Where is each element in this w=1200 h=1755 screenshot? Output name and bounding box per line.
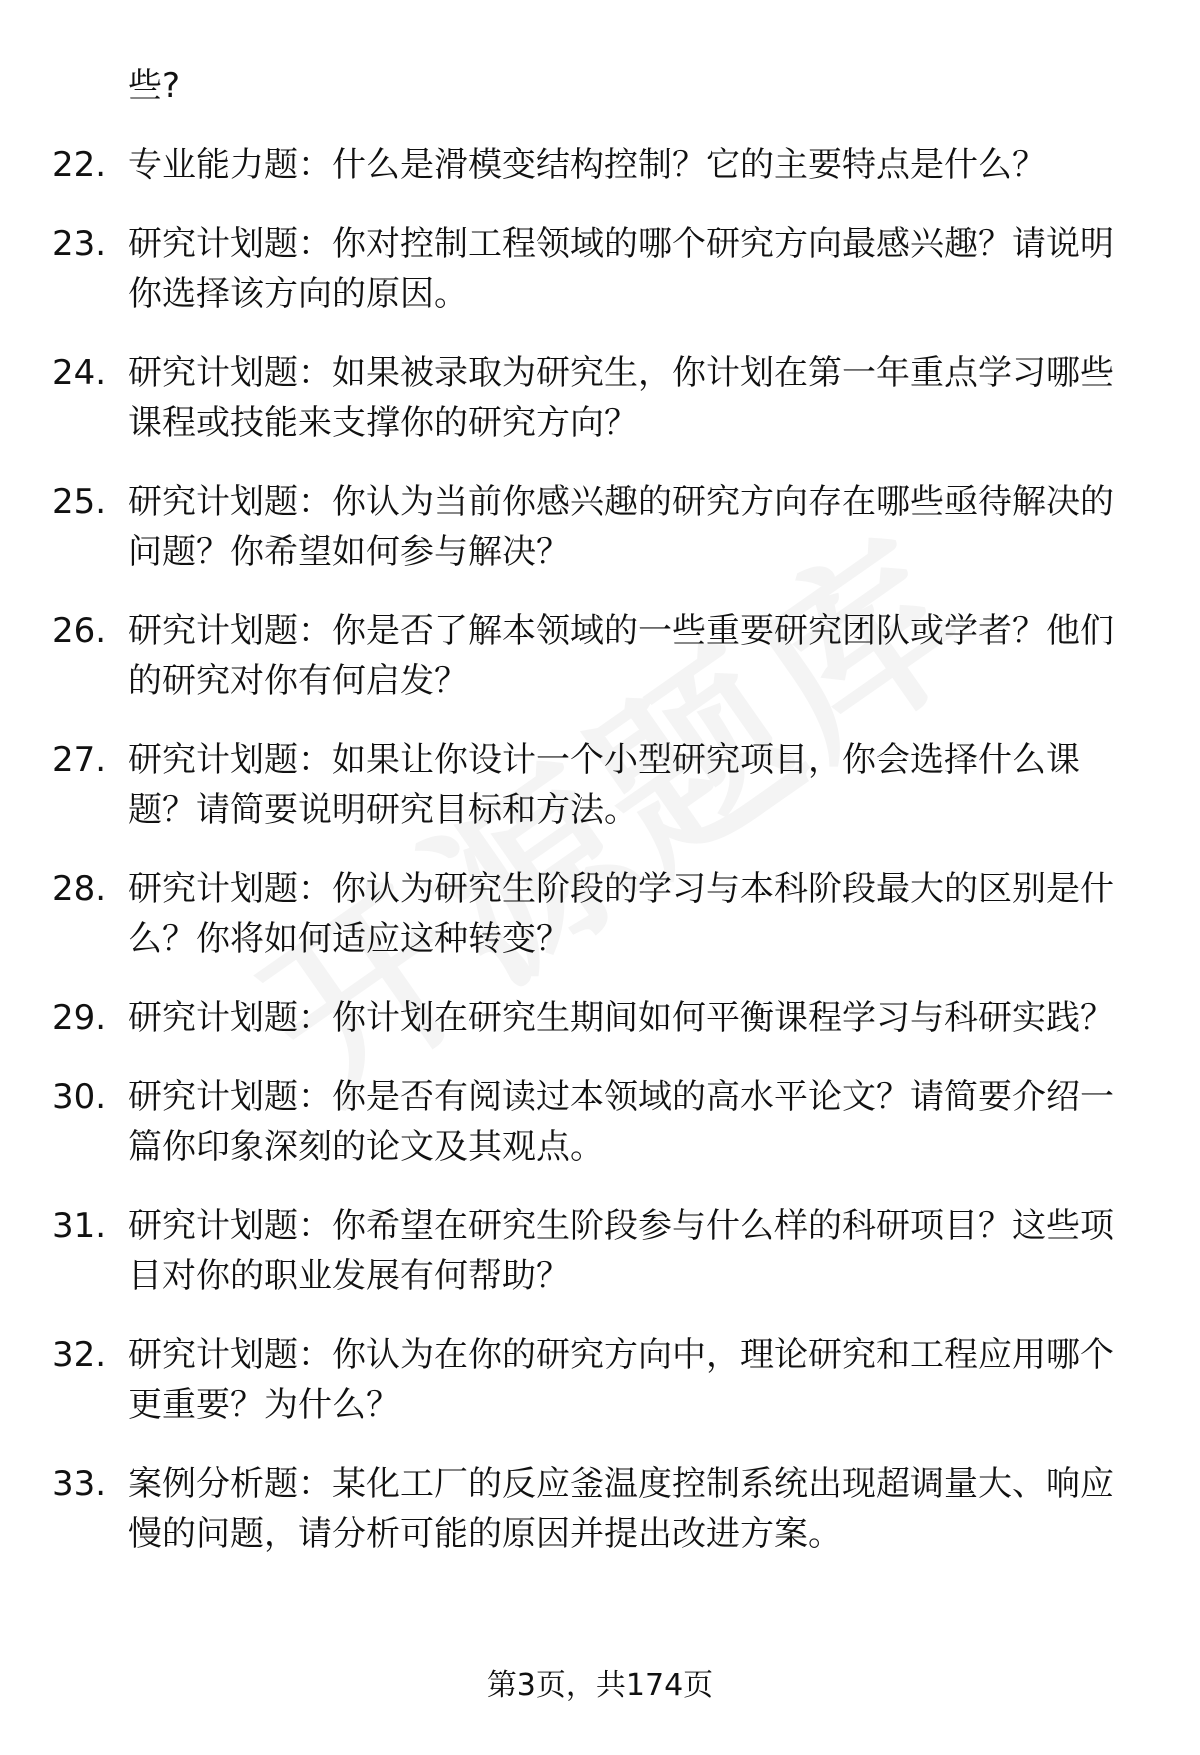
question-text: 研究计划题：你认为在你的研究方向中，理论研究和工程应用哪个更重要？为什么？ (128, 1335, 1114, 1425)
list-item (0, 993, 1200, 1043)
page-footer: 第3页，共174页 (486, 1668, 714, 1703)
list-item (0, 140, 1200, 190)
list-item (0, 735, 1200, 835)
question-text: 研究计划题：你认为研究生阶段的学习与本科阶段最大的区别是什么？你将如何适应这种转变？ (128, 869, 1114, 959)
question-number: 30. (52, 1077, 107, 1117)
question-number: 31. (52, 1206, 107, 1246)
question-text: 研究计划题：你是否了解本领域的一些重要研究团队或学者？他们的研究对你有何启发？ (128, 611, 1114, 701)
question-list (0, 140, 1200, 1588)
question-number: 27. (52, 740, 107, 780)
question-number: 24. (52, 353, 107, 393)
question-number: 29. (52, 998, 107, 1038)
question-text: 专业能力题：什么是滑模变结构控制？它的主要特点是什么？ (128, 145, 1046, 185)
question-text: 研究计划题：你是否有阅读过本领域的高水平论文？请简要介绍一篇你印象深刻的论文及其观点。 (128, 1077, 1114, 1167)
question-number: 33. (52, 1464, 107, 1504)
question-text: 案例分析题：某化工厂的反应釜温度控制系统出现超调量大、响应慢的问题，请分析可能的原因并提出改进方案。 (128, 1464, 1114, 1554)
question-text: 研究计划题：你计划在研究生期间如何平衡课程学习与科研实践？ (128, 998, 1114, 1038)
question-text: 研究计划题：你希望在研究生阶段参与什么样的科研项目？这些项目对你的职业发展有何帮助？ (128, 1206, 1114, 1296)
question-number: 32. (52, 1335, 107, 1375)
list-item (0, 1459, 1200, 1559)
question-text: 研究计划题：如果被录取为研究生，你计划在第一年重点学习哪些课程或技能来支撑你的研究方向？ (128, 353, 1114, 443)
question-text: 研究计划题：你认为当前你感兴趣的研究方向存在哪些亟待解决的问题？你希望如何参与解决？ (128, 482, 1114, 572)
list-item (0, 1201, 1200, 1301)
list-item (0, 864, 1200, 964)
question-text: 研究计划题：你对控制工程领域的哪个研究方向最感兴趣？请说明你选择该方向的原因。 (128, 224, 1114, 314)
list-item (0, 606, 1200, 706)
question-number: 26. (52, 611, 107, 651)
question-text: 研究计划题：如果让你设计一个小型研究项目，你会选择什么课题？请简要说明研究目标和方法。 (128, 740, 1080, 830)
list-item (0, 219, 1200, 319)
list-item (0, 1330, 1200, 1430)
list-item (0, 348, 1200, 448)
question-number: 25. (52, 482, 107, 522)
question-number: 28. (52, 869, 107, 909)
list-item (0, 1072, 1200, 1172)
list-item (0, 477, 1200, 577)
continued-line: 些? (128, 66, 181, 106)
question-number: 23. (52, 224, 107, 264)
question-number: 22. (52, 145, 107, 185)
